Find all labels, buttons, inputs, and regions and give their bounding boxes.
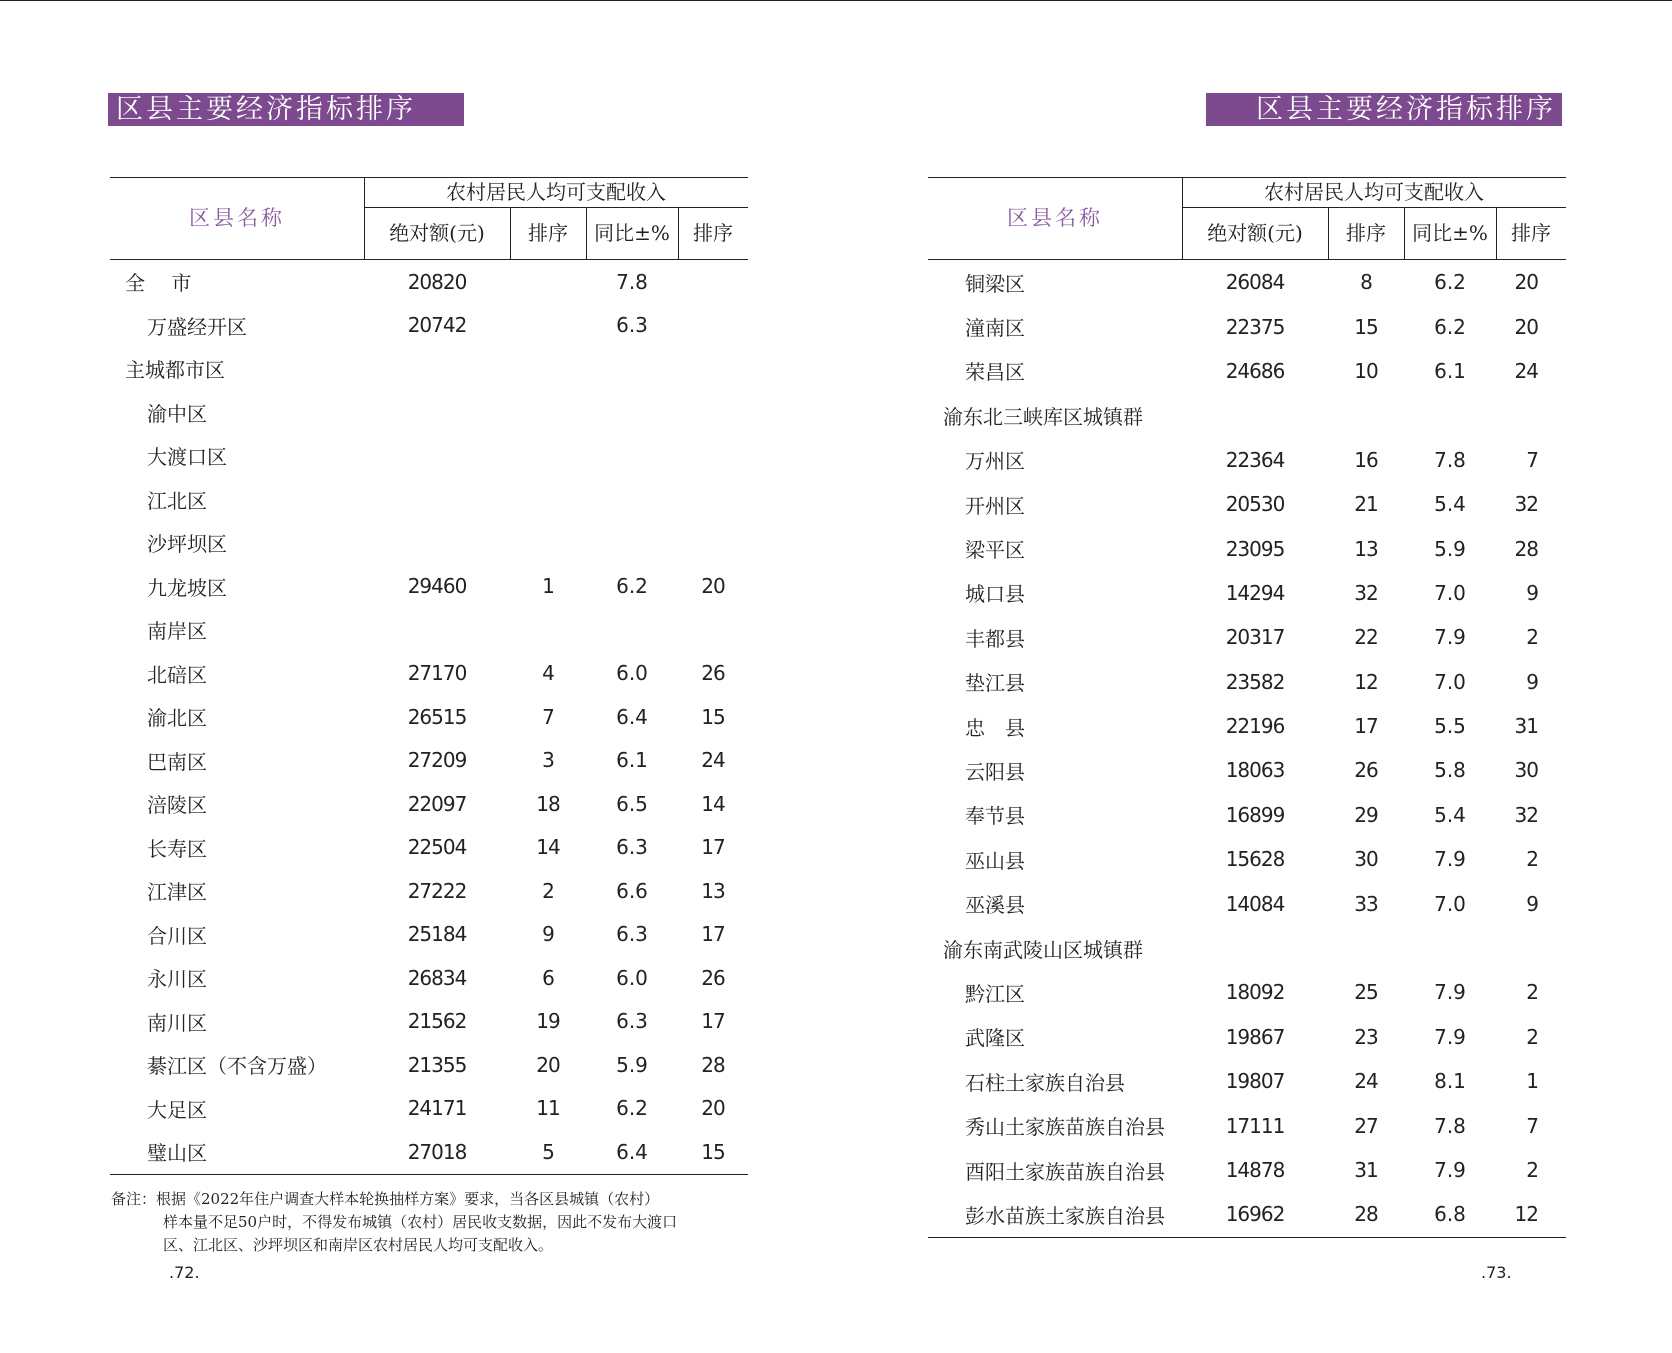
district-name-cell: 武隆区 — [965, 1026, 1025, 1051]
header-rural-income: 农村居民人均可支配收入 — [446, 180, 666, 204]
income-rank-cell: 16 — [1354, 447, 1378, 472]
yoy-growth-cell: 6.1 — [1434, 358, 1466, 383]
table-row — [110, 652, 748, 696]
yoy-growth-cell: 7.9 — [1434, 1158, 1466, 1182]
table-body — [928, 260, 1566, 1237]
growth-rank-cell — [678, 304, 748, 348]
growth-rank-cell: 7 — [1526, 447, 1538, 472]
growth-rank-cell — [1496, 926, 1566, 970]
yoy-growth-cell: 7.8 — [1434, 447, 1466, 472]
income-rank-cell: 5 — [542, 1139, 554, 1164]
district-name-cell: 垫江县 — [965, 671, 1025, 696]
district-name-cell: 石柱土家族自治县 — [965, 1070, 1125, 1095]
yoy-growth-cell: 6.4 — [616, 704, 648, 729]
income-rank-cell: 20 — [536, 1052, 560, 1077]
yoy-growth-cell: 6.4 — [616, 1139, 648, 1164]
growth-rank-cell: 31 — [1514, 714, 1538, 739]
yoy-growth-cell — [586, 478, 678, 522]
district-name-cell: 城口县 — [965, 582, 1025, 607]
growth-rank-cell: 24 — [1514, 358, 1538, 383]
growth-rank-cell: 2 — [1526, 847, 1538, 872]
district-name-cell: 大渡口区 — [147, 445, 227, 470]
yoy-growth-cell: 6.3 — [616, 835, 648, 860]
yoy-growth-cell — [586, 608, 678, 652]
yoy-growth-cell: 6.3 — [616, 922, 648, 947]
income-rank-cell: 33 — [1354, 891, 1378, 916]
header-absolute: 绝对额(元) — [389, 221, 485, 245]
absolute-income-cell: 14294 — [1225, 580, 1285, 605]
footnote — [111, 1188, 753, 1257]
district-name-cell: 长寿区 — [147, 836, 207, 861]
absolute-income-cell — [1182, 926, 1328, 970]
header-district-name: 区县名称 — [189, 206, 285, 230]
district-name-cell: 南岸区 — [147, 619, 207, 644]
growth-rank-cell — [678, 347, 748, 391]
absolute-income-cell: 26515 — [407, 704, 467, 729]
table-row — [928, 571, 1566, 615]
growth-rank-cell: 7 — [1526, 1113, 1538, 1138]
income-rank-cell — [1328, 926, 1404, 970]
yoy-growth-cell: 6.8 — [1434, 1202, 1466, 1227]
income-rank-cell: 23 — [1354, 1024, 1378, 1049]
district-name-cell: 九龙坡区 — [147, 575, 227, 600]
district-name-cell: 黔江区 — [965, 981, 1025, 1006]
absolute-income-cell: 19867 — [1225, 1024, 1285, 1049]
yoy-growth-cell: 5.4 — [1434, 802, 1466, 827]
growth-rank-cell — [678, 608, 748, 652]
yoy-growth-cell: 7.9 — [1434, 980, 1466, 1005]
income-rank-cell: 22 — [1354, 625, 1378, 650]
income-rank-cell: 18 — [536, 791, 560, 816]
growth-rank-cell: 12 — [1514, 1202, 1538, 1227]
district-name-cell: 渝东南武陵山区城镇群 — [943, 937, 1143, 962]
yoy-growth-cell: 7.9 — [1434, 625, 1466, 650]
income-rank-cell — [510, 434, 586, 478]
income-rank-cell: 12 — [1354, 669, 1378, 694]
absolute-income-cell — [364, 347, 510, 391]
income-rank-cell: 10 — [1354, 358, 1378, 383]
district-name-cell: 永川区 — [147, 967, 207, 992]
income-rank-cell: 27 — [1354, 1113, 1378, 1138]
yoy-growth-cell: 7.9 — [1434, 1024, 1466, 1049]
growth-rank-cell: 24 — [701, 748, 725, 773]
income-rank-cell: 14 — [536, 835, 560, 860]
income-rank-cell: 6 — [542, 965, 554, 990]
table-row — [110, 695, 748, 739]
header-yoy-rank: 排序 — [693, 221, 733, 245]
yoy-growth-cell — [1404, 926, 1496, 970]
table-row — [110, 434, 748, 478]
section-title-banner: 区县主要经济指标排序 — [108, 93, 464, 126]
income-rank-cell: 1 — [542, 574, 554, 599]
table-row — [928, 482, 1566, 526]
absolute-income-cell: 18063 — [1225, 758, 1285, 783]
growth-rank-cell — [678, 521, 748, 565]
absolute-income-cell: 15628 — [1225, 847, 1285, 872]
income-rank-cell: 21 — [1354, 492, 1378, 517]
yoy-growth-cell: 5.8 — [1434, 758, 1466, 783]
growth-rank-cell: 26 — [701, 661, 725, 686]
yoy-growth-cell: 5.9 — [1434, 536, 1466, 561]
growth-rank-cell — [1496, 393, 1566, 437]
table-row — [928, 1103, 1566, 1147]
absolute-income-cell: 22504 — [407, 835, 467, 860]
growth-rank-cell: 14 — [701, 791, 725, 816]
yoy-growth-cell: 6.5 — [616, 791, 648, 816]
table-row — [928, 260, 1566, 304]
absolute-income-cell: 18092 — [1225, 980, 1285, 1005]
absolute-income-cell — [364, 608, 510, 652]
table-row — [928, 304, 1566, 348]
district-name-cell: 大足区 — [147, 1097, 207, 1122]
income-rank-cell: 19 — [536, 1009, 560, 1034]
growth-rank-cell: 28 — [701, 1052, 725, 1077]
footnote-line: 样本量不足50户时，不得发布城镇（农村）居民收支数据，因此不发布大渡口 — [163, 1213, 678, 1231]
header-yoy: 同比±% — [594, 221, 670, 245]
income-rank-cell — [510, 391, 586, 435]
absolute-income-cell: 21562 — [407, 1009, 467, 1034]
district-name-cell: 开州区 — [965, 493, 1025, 518]
footnote-line: 区、江北区、沙坪坝区和南岸区农村居民人均可支配收入。 — [163, 1236, 554, 1254]
absolute-income-cell: 14878 — [1225, 1158, 1285, 1182]
yoy-growth-cell: 7.8 — [616, 269, 648, 294]
absolute-income-cell — [1182, 393, 1328, 437]
income-ranking-table-right — [928, 177, 1566, 1238]
growth-rank-cell: 32 — [1514, 802, 1538, 827]
header-rank: 排序 — [1346, 221, 1386, 245]
header-yoy: 同比±% — [1412, 221, 1488, 245]
absolute-income-cell: 22375 — [1225, 314, 1285, 339]
district-name-cell: 奉节县 — [965, 804, 1025, 829]
district-name-cell: 渝东北三峡库区城镇群 — [943, 404, 1143, 429]
absolute-income-cell: 27209 — [407, 748, 467, 773]
growth-rank-cell: 20 — [1514, 270, 1538, 295]
district-name-cell: 云阳县 — [965, 759, 1025, 784]
income-rank-cell: 9 — [542, 922, 554, 947]
yoy-growth-cell: 6.2 — [616, 1096, 648, 1121]
table-row — [110, 391, 748, 435]
income-ranking-table-left — [110, 177, 748, 1175]
table-row — [928, 660, 1566, 704]
district-name-cell: 万盛经开区 — [147, 314, 247, 339]
district-name-cell: 璧山区 — [147, 1141, 207, 1166]
absolute-income-cell — [364, 521, 510, 565]
growth-rank-cell: 2 — [1526, 1158, 1538, 1182]
absolute-income-cell: 25184 — [407, 922, 467, 947]
yoy-growth-cell — [586, 521, 678, 565]
growth-rank-cell: 13 — [701, 878, 725, 903]
growth-rank-cell: 20 — [1514, 314, 1538, 339]
income-rank-cell: 2 — [542, 878, 554, 903]
yoy-growth-cell — [586, 391, 678, 435]
absolute-income-cell: 24686 — [1225, 358, 1285, 383]
income-rank-cell: 30 — [1354, 847, 1378, 872]
absolute-income-cell: 23095 — [1225, 536, 1285, 561]
header-rank: 排序 — [528, 221, 568, 245]
yoy-growth-cell: 6.2 — [1434, 270, 1466, 295]
table-row — [110, 1130, 748, 1174]
growth-rank-cell: 2 — [1526, 625, 1538, 650]
yoy-growth-cell: 6.2 — [1434, 314, 1466, 339]
district-name-cell: 铜梁区 — [965, 271, 1025, 296]
absolute-income-cell: 24171 — [407, 1096, 467, 1121]
income-rank-cell: 32 — [1354, 580, 1378, 605]
table-row — [110, 869, 748, 913]
district-name-cell: 彭水苗族土家族自治县 — [965, 1203, 1165, 1228]
section-title-banner: 区县主要经济指标排序 — [1206, 93, 1562, 126]
absolute-income-cell: 17111 — [1225, 1113, 1285, 1138]
growth-rank-cell: 15 — [701, 1139, 725, 1164]
growth-rank-cell: 17 — [701, 835, 725, 860]
district-name-cell: 渝中区 — [147, 401, 207, 426]
page-number: .72. — [169, 1263, 200, 1282]
table-row — [928, 748, 1566, 792]
table-row — [928, 1148, 1566, 1192]
table-row — [928, 615, 1566, 659]
absolute-income-cell — [364, 391, 510, 435]
table-row — [928, 837, 1566, 881]
table-row — [928, 526, 1566, 570]
district-name-cell: 巫山县 — [965, 848, 1025, 873]
income-rank-cell — [510, 478, 586, 522]
absolute-income-cell: 16899 — [1225, 802, 1285, 827]
growth-rank-cell — [678, 391, 748, 435]
table-row — [110, 782, 748, 826]
district-name-cell: 主城都市区 — [125, 358, 225, 383]
table-row — [110, 478, 748, 522]
absolute-income-cell: 26834 — [407, 965, 467, 990]
district-name-cell: 江津区 — [147, 880, 207, 905]
income-rank-cell — [510, 347, 586, 391]
table-row — [928, 1192, 1566, 1236]
income-rank-cell — [510, 260, 586, 304]
header-rural-income: 农村居民人均可支配收入 — [1264, 180, 1484, 204]
yoy-growth-cell: 7.9 — [1434, 847, 1466, 872]
growth-rank-cell: 20 — [701, 574, 725, 599]
yoy-growth-cell: 6.0 — [616, 965, 648, 990]
table-row — [928, 438, 1566, 482]
footnote-line: 备注：根据《2022年住户调查大样本轮换抽样方案》要求，当各区县城镇（农村） — [111, 1190, 660, 1208]
income-rank-cell — [1328, 393, 1404, 437]
growth-rank-cell: 9 — [1526, 669, 1538, 694]
table-header — [110, 177, 748, 260]
growth-rank-cell — [678, 434, 748, 478]
growth-rank-cell: 17 — [701, 1009, 725, 1034]
table-bottom-rule — [110, 1174, 748, 1175]
yoy-growth-cell: 6.1 — [616, 748, 648, 773]
growth-rank-cell: 2 — [1526, 980, 1538, 1005]
table-row — [110, 956, 748, 1000]
table-bottom-rule — [928, 1237, 1566, 1238]
growth-rank-cell: 9 — [1526, 891, 1538, 916]
district-name-cell: 万州区 — [965, 449, 1025, 474]
table-body — [110, 260, 748, 1174]
yoy-growth-cell: 6.0 — [616, 661, 648, 686]
income-rank-cell: 29 — [1354, 802, 1378, 827]
table-row — [928, 393, 1566, 437]
absolute-income-cell: 22364 — [1225, 447, 1285, 472]
district-name-cell: 巫溪县 — [965, 893, 1025, 918]
income-rank-cell: 25 — [1354, 980, 1378, 1005]
table-row — [110, 1000, 748, 1044]
growth-rank-cell: 1 — [1526, 1069, 1538, 1094]
income-rank-cell: 11 — [536, 1096, 560, 1121]
absolute-income-cell: 16962 — [1225, 1202, 1285, 1227]
income-rank-cell: 31 — [1354, 1158, 1378, 1182]
district-name-cell: 合川区 — [147, 923, 207, 948]
table-row — [928, 926, 1566, 970]
growth-rank-cell — [678, 260, 748, 304]
yoy-growth-cell: 5.9 — [616, 1052, 648, 1077]
absolute-income-cell: 27222 — [407, 878, 467, 903]
district-name-cell: 梁平区 — [965, 538, 1025, 563]
yoy-growth-cell: 8.1 — [1434, 1069, 1466, 1094]
absolute-income-cell: 29460 — [407, 574, 467, 599]
yoy-growth-cell: 7.8 — [1434, 1113, 1466, 1138]
income-rank-cell: 15 — [1354, 314, 1378, 339]
table-row — [110, 1043, 748, 1087]
table-row — [110, 521, 748, 565]
page-number: .73. — [1481, 1263, 1512, 1282]
income-rank-cell: 4 — [542, 661, 554, 686]
absolute-income-cell: 26084 — [1225, 270, 1285, 295]
income-rank-cell: 7 — [542, 704, 554, 729]
absolute-income-cell: 27170 — [407, 661, 467, 686]
income-rank-cell: 26 — [1354, 758, 1378, 783]
district-name-cell: 潼南区 — [965, 316, 1025, 341]
table-row — [928, 349, 1566, 393]
district-name-cell: 綦江区（不含万盛） — [147, 1054, 327, 1079]
yoy-growth-cell: 6.6 — [616, 878, 648, 903]
yoy-growth-cell: 6.2 — [616, 574, 648, 599]
absolute-income-cell: 22196 — [1225, 714, 1285, 739]
table-row — [928, 1015, 1566, 1059]
yoy-growth-cell — [586, 347, 678, 391]
absolute-income-cell — [364, 478, 510, 522]
district-name-cell: 荣昌区 — [965, 360, 1025, 385]
growth-rank-cell: 17 — [701, 922, 725, 947]
growth-rank-cell: 28 — [1514, 536, 1538, 561]
district-name-cell: 江北区 — [147, 488, 207, 513]
district-name-cell: 南川区 — [147, 1010, 207, 1035]
table-row — [110, 565, 748, 609]
absolute-income-cell: 20530 — [1225, 492, 1285, 517]
income-rank-cell: 3 — [542, 748, 554, 773]
district-name-cell: 全 市 — [125, 271, 192, 296]
income-rank-cell: 17 — [1354, 714, 1378, 739]
table-header — [928, 177, 1566, 260]
yoy-growth-cell — [586, 434, 678, 478]
table-row — [110, 1087, 748, 1131]
yoy-growth-cell: 7.0 — [1434, 580, 1466, 605]
growth-rank-cell: 32 — [1514, 492, 1538, 517]
absolute-income-cell: 20820 — [407, 269, 467, 294]
yoy-growth-cell: 6.3 — [616, 313, 648, 338]
district-name-cell: 忠 县 — [965, 715, 1025, 740]
table-row — [928, 881, 1566, 925]
absolute-income-cell — [364, 434, 510, 478]
table-row — [928, 1059, 1566, 1103]
table-row — [110, 347, 748, 391]
district-name-cell: 秀山土家族苗族自治县 — [965, 1115, 1165, 1140]
district-name-cell: 涪陵区 — [147, 793, 207, 818]
absolute-income-cell: 21355 — [407, 1052, 467, 1077]
table-row — [110, 913, 748, 957]
yoy-growth-cell: 5.5 — [1434, 714, 1466, 739]
absolute-income-cell: 20742 — [407, 313, 467, 338]
growth-rank-cell: 20 — [701, 1096, 725, 1121]
growth-rank-cell: 30 — [1514, 758, 1538, 783]
table-row — [110, 608, 748, 652]
district-name-cell: 酉阳土家族苗族自治县 — [965, 1159, 1165, 1184]
income-rank-cell: 28 — [1354, 1202, 1378, 1227]
table-row — [928, 704, 1566, 748]
income-rank-cell — [510, 608, 586, 652]
income-rank-cell — [510, 304, 586, 348]
absolute-income-cell: 14084 — [1225, 891, 1285, 916]
absolute-income-cell: 20317 — [1225, 625, 1285, 650]
income-rank-cell — [510, 521, 586, 565]
absolute-income-cell: 23582 — [1225, 669, 1285, 694]
district-name-cell: 北碚区 — [147, 662, 207, 687]
table-row — [110, 304, 748, 348]
absolute-income-cell: 27018 — [407, 1139, 467, 1164]
yoy-growth-cell: 7.0 — [1434, 669, 1466, 694]
header-yoy-rank: 排序 — [1511, 221, 1551, 245]
district-name-cell: 沙坪坝区 — [147, 532, 227, 557]
yoy-growth-cell: 7.0 — [1434, 891, 1466, 916]
growth-rank-cell — [678, 478, 748, 522]
income-rank-cell: 24 — [1354, 1069, 1378, 1094]
right-page — [836, 0, 1672, 1353]
growth-rank-cell: 2 — [1526, 1024, 1538, 1049]
growth-rank-cell: 15 — [701, 704, 725, 729]
absolute-income-cell: 22097 — [407, 791, 467, 816]
table-row — [928, 793, 1566, 837]
growth-rank-cell: 9 — [1526, 580, 1538, 605]
table-row — [110, 260, 748, 304]
district-name-cell: 巴南区 — [147, 749, 207, 774]
yoy-growth-cell — [1404, 393, 1496, 437]
district-name-cell: 丰都县 — [965, 626, 1025, 651]
growth-rank-cell: 26 — [701, 965, 725, 990]
district-name-cell: 渝北区 — [147, 706, 207, 731]
header-district-name: 区县名称 — [1007, 206, 1103, 230]
table-row — [928, 970, 1566, 1014]
table-row — [110, 739, 748, 783]
income-rank-cell: 13 — [1354, 536, 1378, 561]
yoy-growth-cell: 5.4 — [1434, 492, 1466, 517]
yoy-growth-cell: 6.3 — [616, 1009, 648, 1034]
absolute-income-cell: 19807 — [1225, 1069, 1285, 1094]
income-rank-cell: 8 — [1360, 270, 1372, 295]
header-absolute: 绝对额(元) — [1207, 221, 1303, 245]
table-row — [110, 826, 748, 870]
